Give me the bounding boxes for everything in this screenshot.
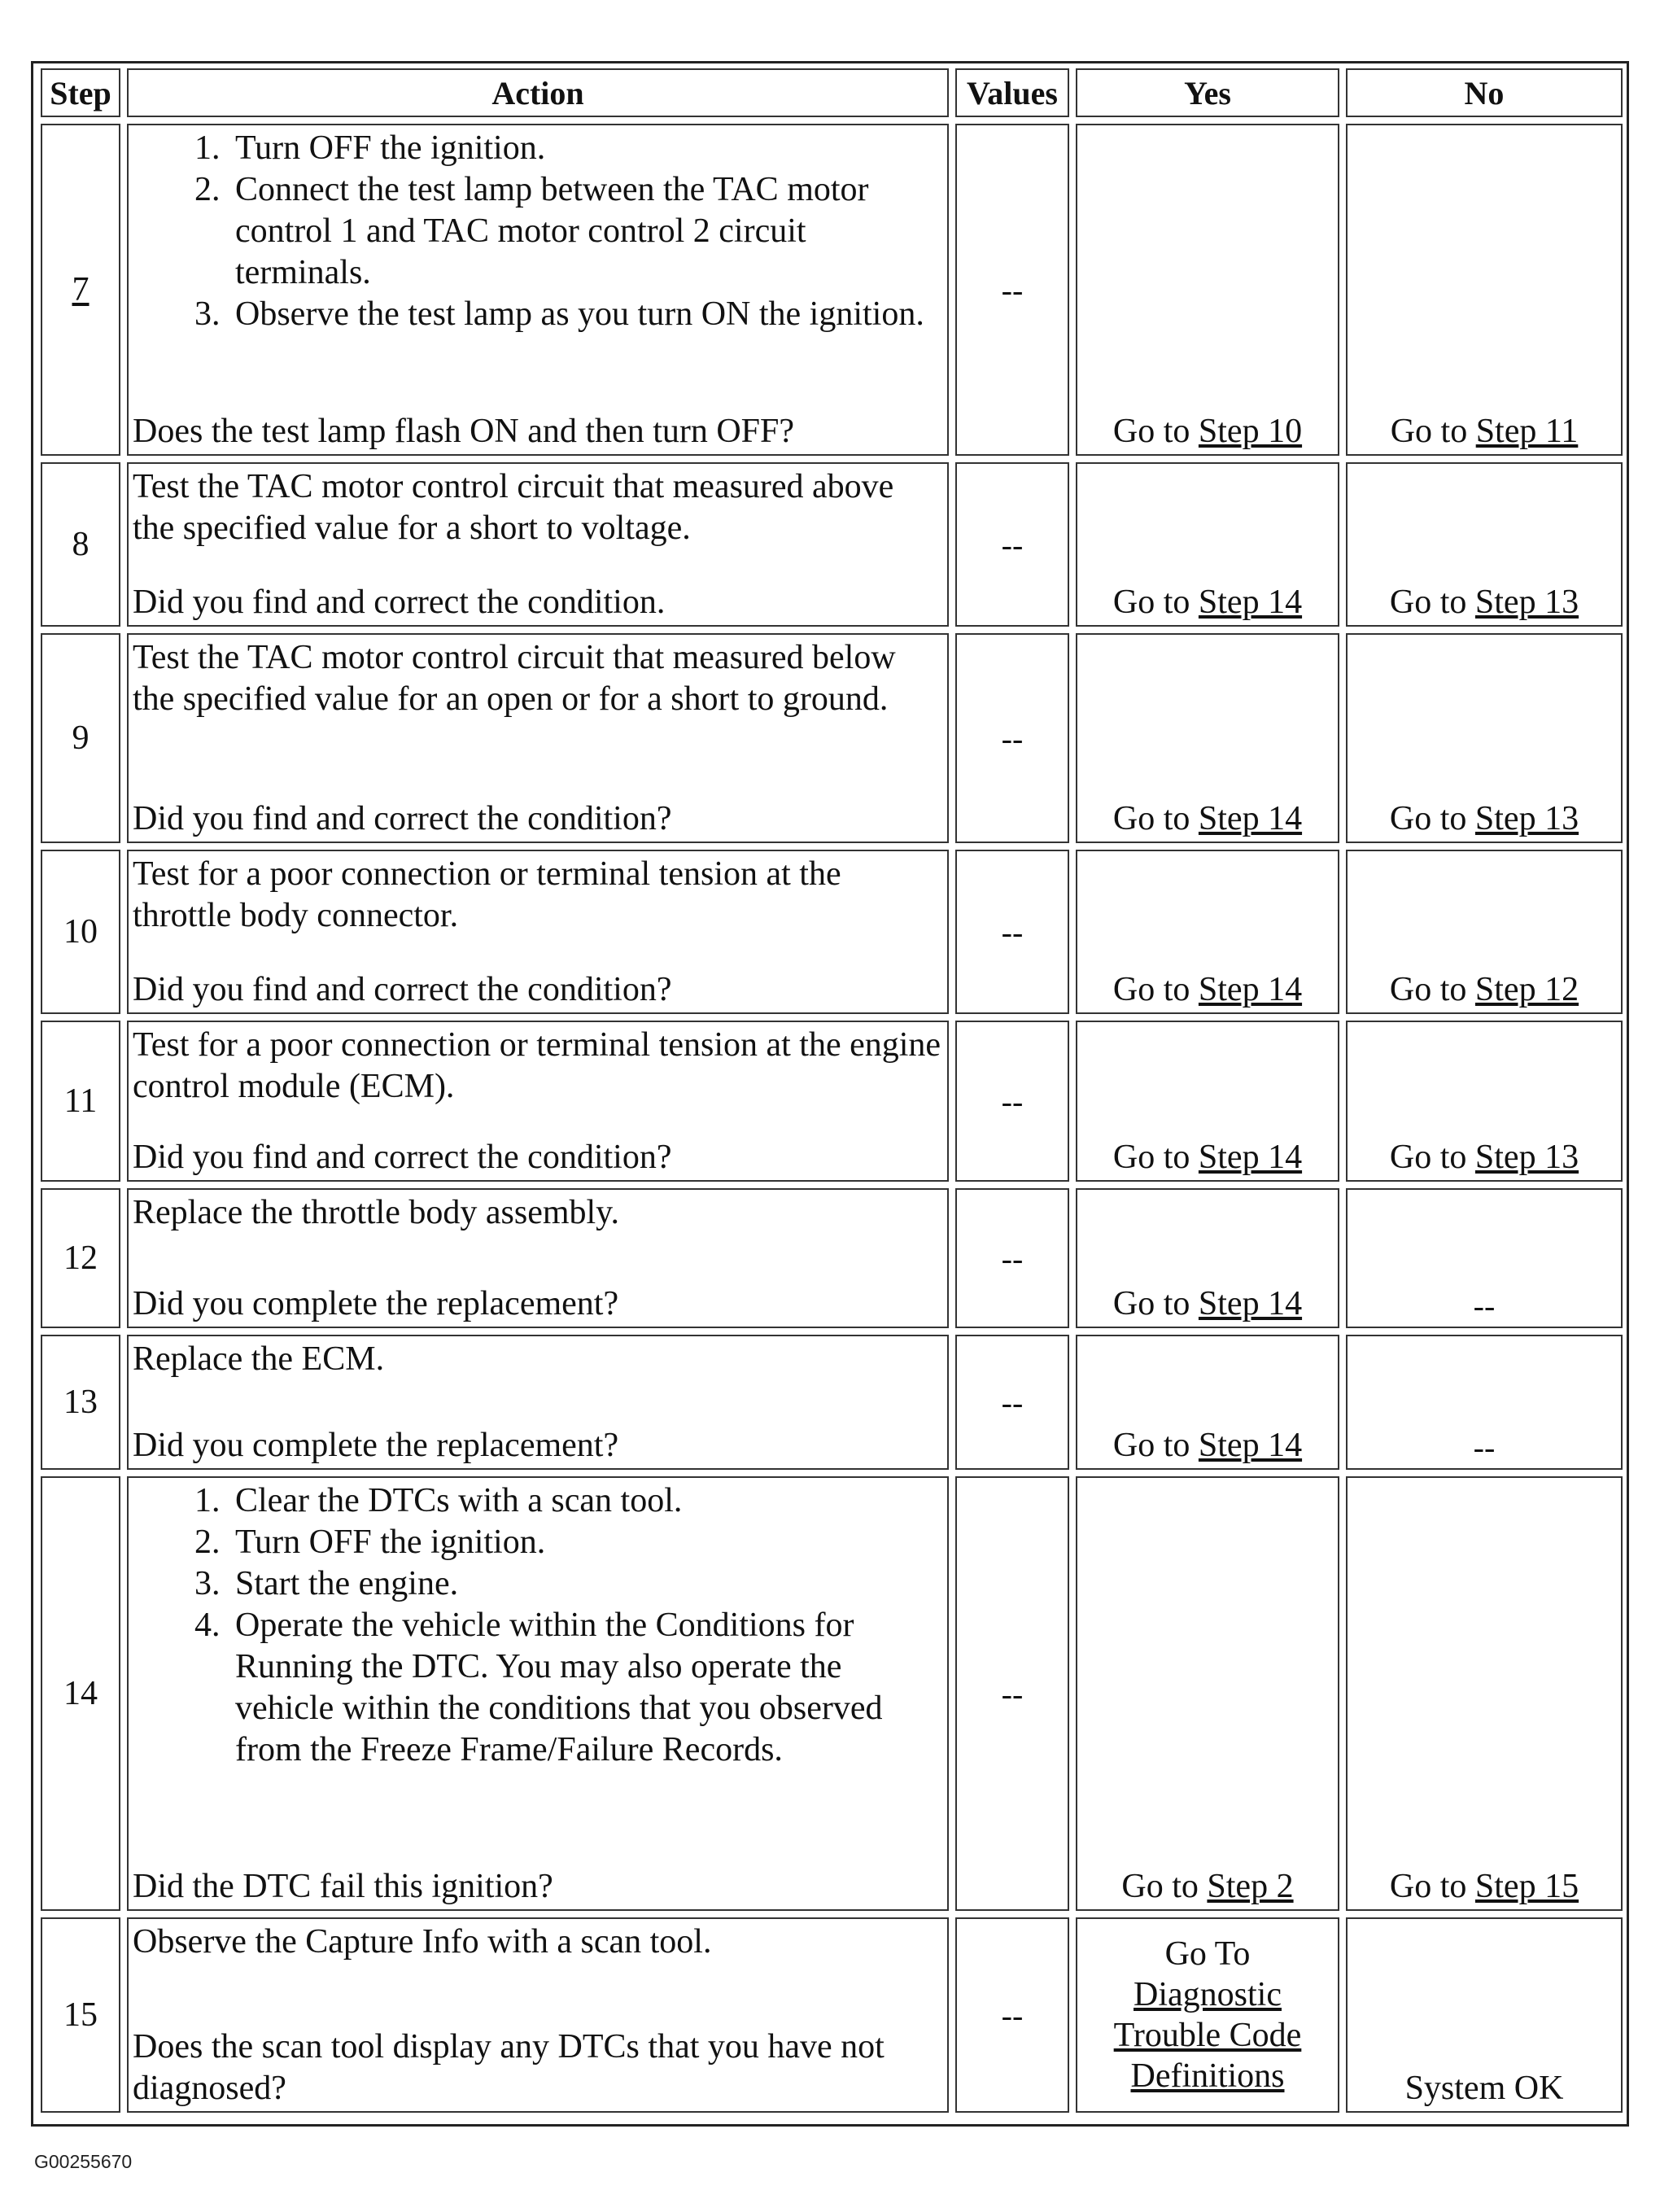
goto-prefix: Go to — [1112, 1427, 1199, 1464]
yes-cell — [1076, 124, 1339, 456]
action-question: Did you complete the replacement? — [133, 1427, 619, 1464]
goto-prefix: Go to — [1389, 800, 1475, 837]
no-step-link[interactable]: Step 11 — [1475, 413, 1579, 450]
action-step: 3. Observe the test lamp as you turn ON the ignition. — [229, 294, 944, 335]
action-cell — [127, 1476, 949, 1911]
no-cell — [1346, 850, 1623, 1014]
no-step-link[interactable]: Step 15 — [1474, 1868, 1579, 1905]
yes-cell — [1076, 1917, 1339, 2113]
yes-cell — [1076, 850, 1339, 1014]
action-cell — [127, 633, 949, 843]
values-cell: -- — [955, 1188, 1069, 1328]
action-step: 2. Connect the test lamp between the TAC motor control 1 and TAC motor control 2 circuit terminals. — [229, 169, 944, 294]
no-value: System OK — [1404, 2070, 1564, 2107]
no-cell — [1346, 1021, 1623, 1182]
dtc-definitions-link-line3[interactable]: Definitions — [1130, 2057, 1285, 2095]
action-question: Did you complete the replacement? — [133, 1285, 619, 1322]
action-question: Does the test lamp flash ON and then turn OFF? — [133, 413, 795, 450]
no-cell — [1346, 462, 1623, 627]
yes-step-link[interactable]: Step 14 — [1198, 1427, 1303, 1464]
no-step-link[interactable]: Step 13 — [1474, 800, 1579, 837]
values-cell: -- — [955, 1917, 1069, 2113]
step-number: 14 — [41, 1476, 120, 1911]
action-step: 4. Operate the vehicle within the Conditions for Running the DTC. You may also operate the vehicle within the conditions that you observed from the Freeze Frame/Failure Records. — [229, 1605, 944, 1771]
dtc-definitions-link-line2[interactable]: Trouble Code — [1113, 2017, 1302, 2054]
no-step-link[interactable]: Step 13 — [1474, 1139, 1579, 1176]
no-step-link[interactable]: Step 12 — [1474, 971, 1579, 1008]
action-step: 1. Turn OFF the ignition. — [229, 128, 944, 169]
action-question: Did the DTC fail this ignition? — [133, 1868, 553, 1905]
goto-prefix: Go to — [1389, 1868, 1475, 1905]
action-cell — [127, 1917, 949, 2113]
yes-cell — [1076, 1188, 1339, 1328]
action-cell — [127, 124, 949, 456]
action-cell — [127, 850, 949, 1014]
goto-prefix: Go To — [1164, 1935, 1251, 1973]
action-cell — [127, 1335, 949, 1470]
values-cell: -- — [955, 124, 1069, 456]
yes-cell — [1076, 1021, 1339, 1182]
action-cell — [127, 1021, 949, 1182]
values-cell: -- — [955, 850, 1069, 1014]
step-number: 10 — [41, 850, 120, 1014]
yes-cell — [1076, 1335, 1339, 1470]
yes-step-link[interactable]: Step 14 — [1198, 1285, 1303, 1322]
action-step: 1. Clear the DTCs with a scan tool. — [229, 1480, 944, 1522]
no-cell — [1346, 1917, 1623, 2113]
action-question: Did you find and correct the condition? — [133, 971, 672, 1008]
yes-step-link[interactable]: Step 14 — [1198, 800, 1303, 837]
values-cell: -- — [955, 1335, 1069, 1470]
yes-step-link[interactable]: Step 14 — [1198, 971, 1303, 1008]
action-text: Observe the Capture Info with a scan tool. — [133, 1923, 712, 1961]
goto-prefix: Go to — [1112, 971, 1199, 1008]
action-step: 2. Turn OFF the ignition. — [229, 1522, 944, 1563]
header-values: Values — [955, 68, 1069, 117]
no-cell — [1346, 1335, 1623, 1470]
no-value: -- — [1473, 1429, 1496, 1466]
action-text: Test for a poor connection or terminal tension at the throttle body connector. — [133, 855, 841, 934]
goto-prefix: Go to — [1112, 800, 1199, 837]
header-yes: Yes — [1076, 68, 1339, 117]
goto-prefix: Go to — [1112, 1285, 1199, 1322]
goto-prefix: Go to — [1389, 971, 1475, 1008]
dtc-definitions-link-line1[interactable]: Diagnostic — [1134, 1976, 1282, 2013]
action-question: Did you find and correct the condition? — [133, 800, 672, 837]
header-step: Step — [41, 68, 120, 117]
goto-prefix: Go to — [1121, 1868, 1208, 1905]
goto-prefix: Go to — [1112, 413, 1199, 450]
yes-step-link[interactable]: Step 14 — [1198, 1139, 1303, 1176]
yes-cell — [1076, 462, 1339, 627]
goto-prefix: Go to — [1389, 584, 1475, 621]
action-cell — [127, 1188, 949, 1328]
yes-step-link[interactable]: Step 10 — [1198, 413, 1303, 450]
action-question: Does the scan tool display any DTCs that you have not diagnosed? — [133, 2028, 885, 2107]
goto-prefix: Go to — [1390, 413, 1476, 450]
values-cell: -- — [955, 1021, 1069, 1182]
no-cell — [1346, 1476, 1623, 1911]
action-text: Test for a poor connection or terminal tension at the engine control module (ECM). — [133, 1026, 941, 1105]
step-number: 8 — [41, 462, 120, 627]
step-number: 15 — [41, 1917, 120, 2113]
header-action: Action — [127, 68, 949, 117]
action-steps-list — [133, 1480, 944, 1771]
step-number[interactable]: 7 — [41, 124, 120, 456]
goto-prefix: Go to — [1389, 1139, 1475, 1176]
action-steps-list — [133, 128, 944, 335]
action-step: 3. Start the engine. — [229, 1563, 944, 1605]
step-number: 13 — [41, 1335, 120, 1470]
action-question: Did you find and correct the condition. — [133, 584, 666, 621]
action-question: Did you find and correct the condition? — [133, 1139, 672, 1176]
no-cell — [1346, 1188, 1623, 1328]
figure-id: G00255670 — [34, 2151, 133, 2172]
values-cell: -- — [955, 462, 1069, 627]
goto-prefix: Go to — [1112, 584, 1199, 621]
values-cell: -- — [955, 1476, 1069, 1911]
yes-cell — [1076, 1476, 1339, 1911]
step-number: 11 — [41, 1021, 120, 1182]
action-cell — [127, 462, 949, 627]
no-cell — [1346, 633, 1623, 843]
goto-prefix: Go to — [1112, 1139, 1199, 1176]
no-cell — [1346, 124, 1623, 456]
step-number: 9 — [41, 633, 120, 843]
no-value: -- — [1473, 1287, 1496, 1324]
yes-step-link[interactable]: Step 14 — [1198, 584, 1303, 621]
action-text: Replace the throttle body assembly. — [133, 1194, 619, 1231]
step-number: 12 — [41, 1188, 120, 1328]
action-text: Test the TAC motor control circuit that measured below the specified value for an open or for a short to ground. — [133, 639, 896, 718]
action-text: Replace the ECM. — [133, 1340, 385, 1378]
no-step-link[interactable]: Step 13 — [1474, 584, 1579, 621]
yes-cell — [1076, 633, 1339, 843]
yes-step-link[interactable]: Step 2 — [1207, 1868, 1294, 1905]
header-no: No — [1346, 68, 1623, 117]
action-text: Test the TAC motor control circuit that measured above the specified value for a short to voltage. — [133, 468, 894, 547]
values-cell: -- — [955, 633, 1069, 843]
